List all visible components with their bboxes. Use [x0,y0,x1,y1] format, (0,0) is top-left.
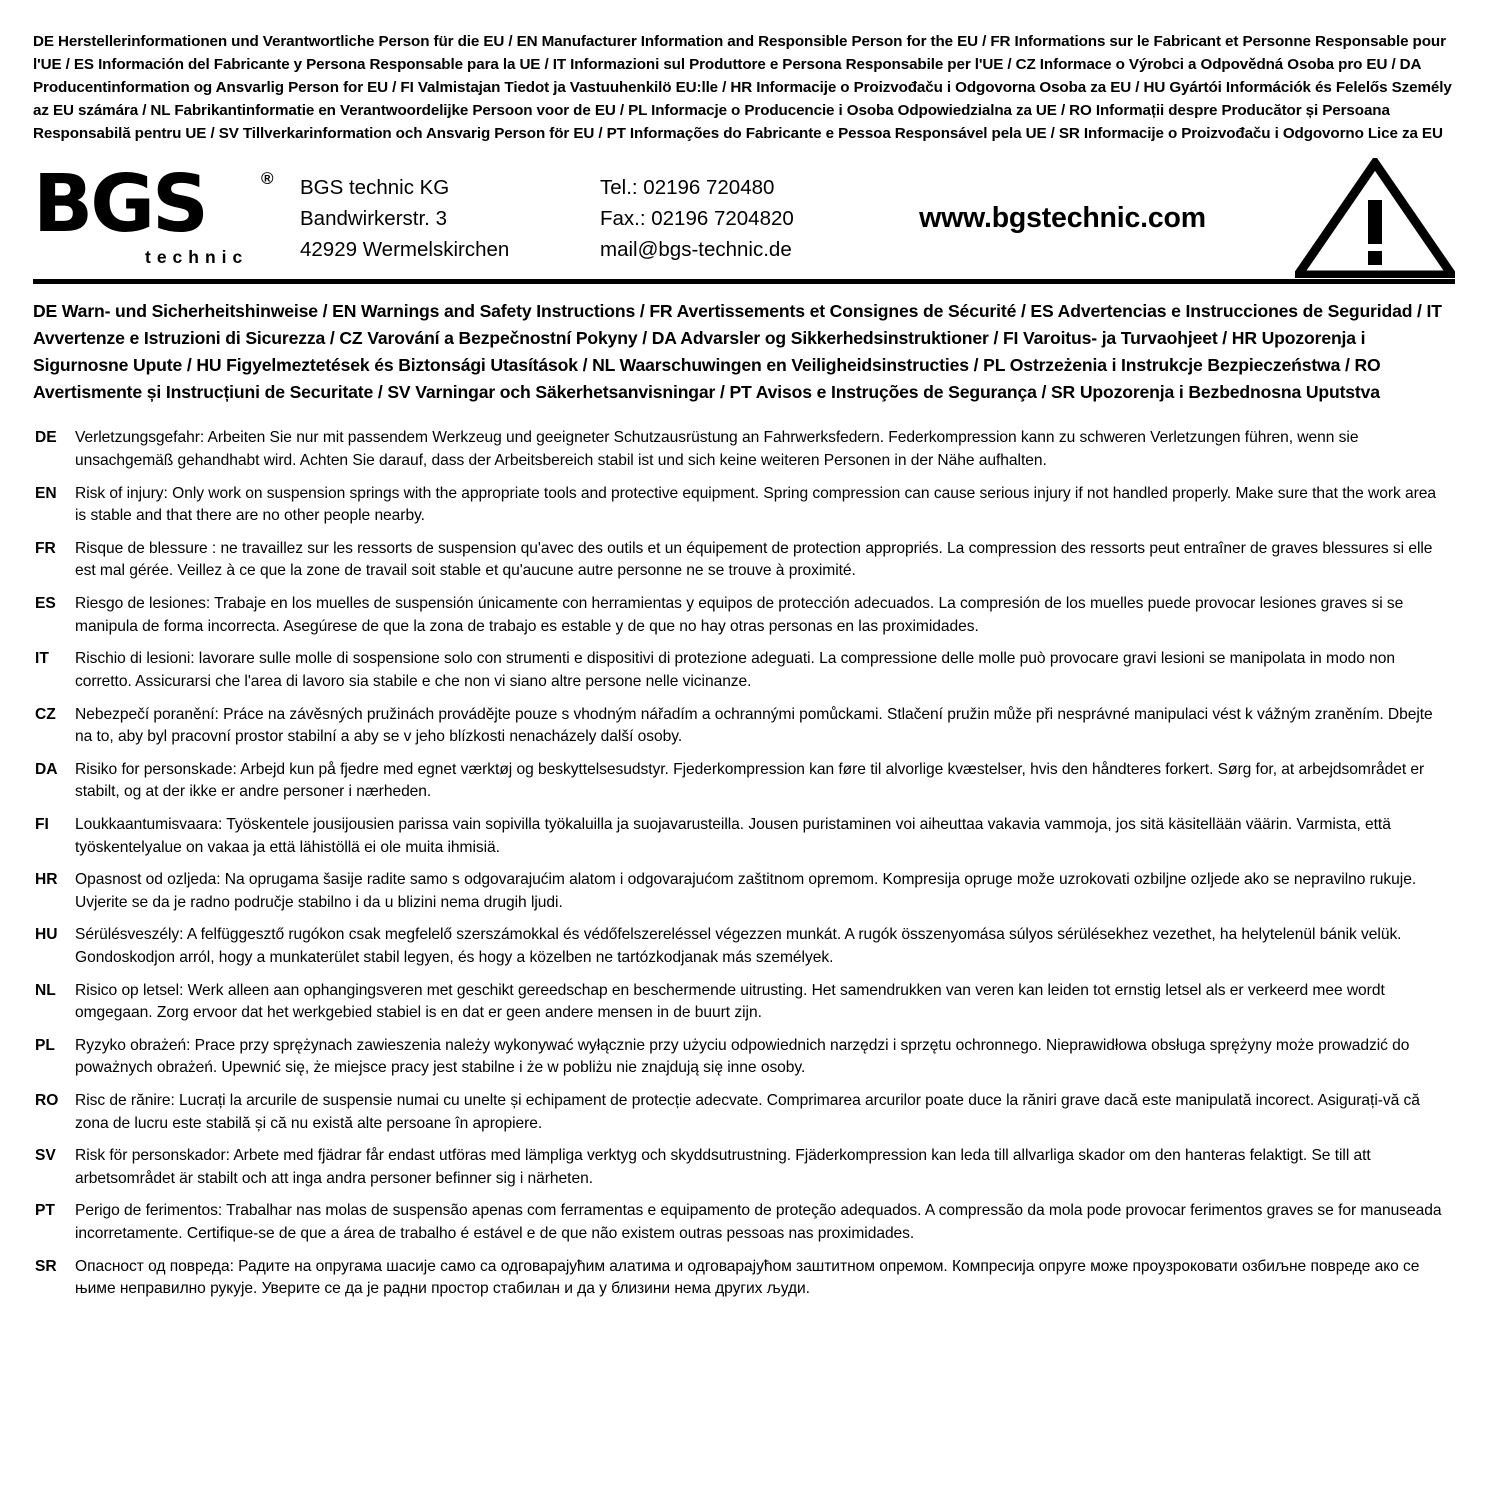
warning-text: Risico op letsel: Werk alleen aan ophangingsveren met geschikt gereedschap en beschermende uitrusting. Het samendrukken van veren kan leiden tot ernstig letsel als er verkeerd mee wordt omgegaan. Zorg ervoor dat het werkgebied stabiel is en dat er geen andere mensen in de buurt zijn. [75,981,1385,1022]
language-code: SV [35,1147,56,1165]
manufacturer-block [33,159,1455,277]
company-tel: Tel.: 02196 720480 [600,176,775,200]
warning-text: Nebezpečí poranění: Práce na závěsných pružinách provádějte pouze s vhodným nářadím a ochrannými pomůckami. Stlačení pružin může při nesprávné manipulaci vést k vážným zraněním. Dbejte na to, aby byl pracovní prostor stabilní a aby se v jeho blízkosti nenacházely další osoby. [75,705,1433,746]
warning-row-de [33,427,1455,472]
bgs-logo-wordmark: BGS [33,158,206,251]
warning-row-hr [33,869,1455,914]
language-code: EN [35,484,57,502]
company-address [291,171,600,265]
header-divider [33,279,1455,284]
language-code: RO [35,1092,59,1110]
language-code: NL [35,981,56,999]
language-code: HR [35,871,58,889]
warning-row-ro [33,1090,1455,1135]
warning-row-nl [33,980,1455,1025]
warning-text: Riesgo de lesiones: Trabaje en los muelles de suspensión únicamente con herramientas y equipos de protección adecuados. La compresión de los muelles puede provocar lesiones graves si se manipula de forma incorrecta. Asegúrese de que la zona de trabajo es estable y de que no hay otras personas en las proximidades. [75,595,1404,635]
company-fax: Fax.: 02196 7204820 [600,207,794,231]
language-code: PL [35,1036,55,1054]
language-code: HU [35,926,58,944]
warning-row-fi [33,814,1455,859]
language-code: ES [35,595,56,613]
warning-text: Perigo de ferimentos: Trabalhar nas molas de suspensão apenas com ferramentas e equipamento de proteção adequados. A compressão da mola pode provocar ferimentos graves se for manuseada incorretamente. Certifique-se de que a área de trabalho é estável e de que não existem outras pessoas nas proximidades. [75,1202,1442,1243]
bgs-logo-subtitle: technic [145,247,249,268]
warning-row-hu [33,924,1455,969]
company-email: mail@bgs-technic.de [600,237,792,261]
bgs-logo [33,158,291,273]
warning-row-fr [33,538,1455,583]
warning-row-pt [33,1200,1455,1245]
warning-row-da [33,759,1455,804]
warning-text: Opasnost od ozljeda: Na oprugama šasije radite samo s odgovarajućim alatom i odgovarajućom zaštitnom opremom. Kompresija opruge može uzrokovati ozbiljne ozljede ako se nepravilno rukuje. Uvjerite se da je radno područje stabilno i da u blizini nema drugih ljudi. [75,871,1417,911]
language-code: CZ [35,705,56,723]
warnings-list [33,427,1455,1301]
warning-row-it [33,648,1455,693]
warning-text: Ryzyko obrażeń: Prace przy sprężynach zawieszenia należy wykonywać wyłącznie przy użyciu odpowiednich narzędzi i sprzętu ochronnego. Nieprawidłowa obsługa sprężyny może prowadzić do poważnych obrażeń. Upewnić się, że miejsce pracy jest stabilne i że w pobliżu nie znajdują się inne osoby. [75,1036,1410,1077]
warning-text: Опасност од повреда: Радите на опругама шасије само са одговарајућим алатима и одговарајућом заштитном опремом. Компресија опруге може проузроковати озбиљне повреде ако се њиме неправилно рукује. Уверите се да је радни простор стабилан и да у близини нема других људи. [75,1257,1420,1298]
warning-text: Risk för personskador: Arbete med fjädrar får endast utföras med lämpliga verktyg och skyddsutrustning. Fjäderkompression kan leda till allvarliga skador om den hanteras felaktigt. Se till att arbetsområdet är stabilt och att inga andra personer befinner sig i närheten. [75,1147,1371,1187]
warning-text: Verletzungsgefahr: Arbeiten Sie nur mit passendem Werkzeug und geeigneter Schutzausrüstung an Fahrwerksfedern. Federkompression kann zu schweren Verletzungen führen, wenn sie unsachgemäß gehandhabt wird. Achten Sie darauf, dass der Arbeitsbereich stabil ist und sich keine weiteren Personen in der Nähe aufhalten. [75,429,1359,470]
safety-instructions-heading: DE Warn- und Sicherheitshinweise / EN Warnings and Safety Instructions / FR Avertissements et Consignes de Sécurité / ES Advertencias e Instrucciones de Seguridad / IT Avvertenze e Istruzioni di Sicurezza / CZ Varování a Bezpečnostní Pokyny / DA Advarsler og Sikkerhedsinstruktioner / FI Varoitus- ja Turvaohjeet / HR Upozorenja i Sigurnosne Upute / HU Figyelmeztetések és Biztonsági Utasítások / NL Waarschuwingen en Veiligheidsinstructies / PL Ostrzeżenia i Instrukcje Bezpieczeństwa / RO Avertismente și Instrucțiuni de Securitate / SV Varningar och Säkerhetsanvisningar / PT Avisos e Instruções de Segurança / SR Upozorenja i Bezbednosna Uputstva [33,301,1442,402]
warning-row-pl [33,1035,1455,1080]
warning-text: Risc de rănire: Lucrați la arcurile de suspensie numai cu unelte și echipament de protecție adecvate. Comprimarea arcurilor poate duce la răniri grave dacă este manipulată incorect. Asigurați-vă că zona de lucru este stabilă și că nu există alte persoane în apropiere. [75,1092,1420,1132]
language-code: DA [35,760,58,778]
warning-triangle-icon [1290,158,1455,278]
language-code: IT [35,650,49,668]
language-code: DE [35,429,57,447]
warning-row-en [33,483,1455,528]
company-city: 42929 Wermelskirchen [300,237,510,261]
warning-row-sv [33,1145,1455,1190]
warning-row-sr [33,1256,1455,1301]
language-code: FR [35,539,56,557]
company-street: Bandwirkerstr. 3 [300,207,447,231]
warning-text: Sérülésveszély: A felfüggesztő rugókon csak megfelelő szerszámokkal és védőfelszereléssel végezzen munkát. A rugók összenyomása súlyos sérülésekhez vezethet, ha helytelenül bánik velük. Gondoskodjon arról, hogy a munkaterület stabil legyen, és hogy a közelben ne tartózkodjanak más személyek. [75,926,1402,966]
warning-text: Risiko for personskade: Arbejd kun på fjedre med egnet værktøj og beskyttelsesudstyr. Fjederkompression kan føre til alvorlige kvæstelser, hvis den håndteres forkert. Sørg for, at arbejdsområdet er stabilt, og at der ikke er andre personer i nærheden. [75,760,1425,801]
company-contact [600,171,875,265]
company-name: BGS technic KG [300,176,450,200]
warning-row-cz [33,704,1455,749]
language-code: SR [35,1257,57,1275]
warning-text: Rischio di lesioni: lavorare sulle molle di sospensione solo con strumenti e dispositivi di protezione adeguati. La compressione delle molle può provocare gravi lesioni se manipolata in modo non corretto. Assicurarsi che l'area di lavoro sia stabile e che non vi siano altre persone nelle vicinanze. [75,650,1395,690]
warning-text: Risque de blessure : ne travaillez sur les ressorts de suspension qu'avec des outils et un équipement de protection appropriés. La compression des ressorts peut entraîner de graves blessures si elle est mal gérée. Veillez à ce que la zone de travail soit stable et qu'aucune autre personne ne se trouve à proximité. [75,539,1433,580]
registered-trademark-icon: ® [261,169,274,189]
warning-row-es [33,593,1455,638]
language-code: FI [35,815,49,833]
warning-text: Risk of injury: Only work on suspension springs with the appropriate tools and protective equipment. Spring compression can cause serious injury if not handled properly. Make sure that the work area is stable and that there are no other people nearby. [75,484,1437,525]
warning-text: Loukkaantumisvaara: Työskentele jousijousien parissa vain sopivilla työkaluilla ja suojavarusteilla. Jousen puristaminen voi aiheuttaa vakavia vammoja, jos sitä käsitellään väärin. Varmista, että työskentelyalue on vakaa ja että lähistöllä ei ole muita ihmisiä. [75,815,1391,856]
manufacturer-info-heading: DE Herstellerinformationen und Verantwortliche Person für die EU / EN Manufacturer Information and Responsible Person for the EU / FR Informations sur le Fabricant et Personne Responsable pour l'UE / ES Información del Fabricante y Persona Responsable para la UE / IT Informazioni sul Produttore e Persona Responsabile per l'UE / CZ Informace o Výrobci a Odpovědná Osoba pro EU / DA Producentinformation og Ansvarlig Person for EU / FI Valmistajan Tiedot ja Vastuuhenkilö EU:lle / HR Informacije o Proizvođaču i Odgovorna Osoba za EU / HU Gyártói Információk és Felelős Személy az EU számára / NL Fabrikantinformatie en Verantwoordelijke Persoon voor de EU / PL Informacje o Producencie i Osoba Odpowiedzialna za UE / RO Informații despre Producător și Persoana Responsabilă pentru UE / SV Tillverkarinformation och Ansvarig Person för EU / PT Informações do Fabricante e Pessoa Responsável pela UE / SR Informacije o Proizvođaču i Odgovorno Lice za EU [33,33,1452,143]
language-code: PT [35,1202,55,1220]
company-website: www.bgstechnic.com [919,201,1206,234]
